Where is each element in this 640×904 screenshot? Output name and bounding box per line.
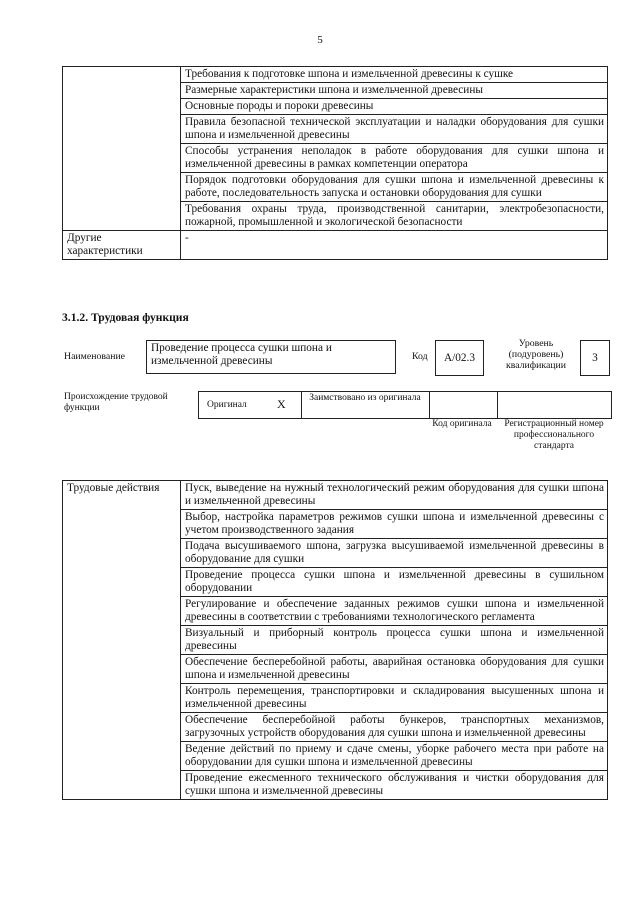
original-mark: X: [277, 397, 286, 411]
function-name-box: Проведение процесса сушки шпона и измельченной древесины: [146, 340, 396, 374]
table-cell: Регулирование и обеспечение заданных режимов сушки шпона и измельченной древесины в соответствии с требованиями технологического регламента: [181, 597, 608, 626]
table-cell: Обеспечение бесперебойной работы, аварийная остановка оборудования для сушки шпона и измельченной древесины: [181, 655, 608, 684]
table-row: [63, 67, 608, 83]
table-cell: Проведение ежесменного технического обслуживания и чистки оборудования для сушки шпона и измельченной древесины: [181, 771, 608, 800]
origin-row: [198, 391, 612, 419]
code-original-caption: Код оригинала: [432, 419, 492, 429]
table-cell: Обеспечение бесперебойной работы бункеров, транспортных механизмов, загрузочных устройств оборудования для сушки шпона и измельченной древесины: [181, 713, 608, 742]
table-cell: Подача высушиваемого шпона, загрузка высушиваемой измельченной древесины в оборудование для сушки: [181, 539, 608, 568]
knowledge-table: [62, 66, 608, 260]
table-cell: Способы устранения неполадок в работе оборудования для сушки шпона и измельченной древесины в рамках компетенции оператора: [181, 144, 608, 173]
page-number: 5: [317, 34, 323, 46]
table-cell: Основные породы и пороки древесины: [181, 99, 608, 115]
original-cell: [199, 392, 302, 418]
table-cell: Пуск, выведение на нужный технологический режим оборудования для сушки шпона и измельченной древесины: [181, 481, 608, 510]
code-original-cell: [429, 392, 498, 418]
labor-actions-label: Трудовые действия: [63, 481, 181, 800]
table-cell: Проведение процесса сушки шпона и измельченной древесины в сушильном оборудовании: [181, 568, 608, 597]
origin-label: Происхождение трудовой функции: [64, 392, 168, 413]
borrowed-label: Заимствовано из оригинала: [309, 393, 421, 403]
other-characteristics-value: -: [181, 231, 608, 260]
original-label: Оригинал: [207, 400, 247, 410]
section-title: 3.1.2. Трудовая функция: [62, 311, 189, 324]
code-value-box: А/02.3: [435, 340, 484, 376]
table-cell: Визуальный и приборный контроль процесса сушки шпона и измельченной древесины: [181, 626, 608, 655]
table-cell: Требования охраны труда, производственной санитарии, электробезопасности, пожарной, промышленной и экологической безопасности: [181, 202, 608, 231]
table-cell: Контроль перемещения, транспортировки и складирования высушенных шпона и измельченной древесины: [181, 684, 608, 713]
code-label: Код: [412, 351, 428, 362]
borrowed-cell: [301, 392, 430, 418]
table-cell: Размерные характеристики шпона и измельченной древесины: [181, 83, 608, 99]
empty-category-cell: [63, 67, 181, 231]
table-cell: Требования к подготовке шпона и измельченной древесины к сушке: [181, 67, 608, 83]
reg-number-caption: Регистрационный номер профессионального стандарта: [504, 419, 604, 451]
labor-actions-table: [62, 480, 608, 800]
level-label: Уровень (подуровень) квалификации: [505, 338, 567, 371]
name-label: Наименование: [64, 351, 126, 362]
table-cell: Правила безопасной технической эксплуатации и наладки оборудования для сушки шпона и измельченной древесины: [181, 115, 608, 144]
other-characteristics-label: Другие характеристики: [63, 231, 181, 260]
reg-number-cell: [497, 392, 610, 418]
table-row: [63, 481, 608, 510]
level-value-box: 3: [580, 340, 610, 376]
table-cell: Порядок подготовки оборудования для сушки шпона и измельченной древесины к работе, последовательность запуска и остановки оборудования для сушки: [181, 173, 608, 202]
table-row: [63, 231, 608, 260]
table-cell: Ведение действий по приему и сдаче смены, уборке рабочего места при работе на оборудовании для сушки шпона и измельченной древесины: [181, 742, 608, 771]
table-cell: Выбор, настройка параметров режимов сушки шпона и измельченной древесины с учетом производственного задания: [181, 510, 608, 539]
